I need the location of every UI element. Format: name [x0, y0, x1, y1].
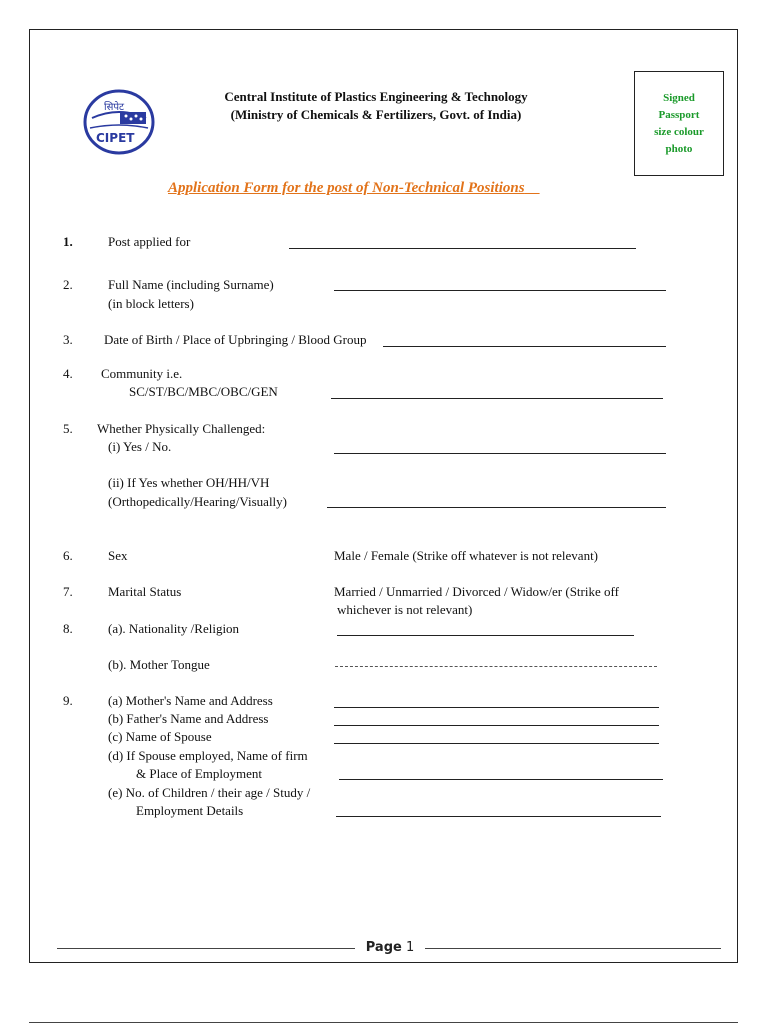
photo-box-text: Signed Passport size colour photo [654, 91, 704, 155]
spouse-name-field[interactable] [334, 743, 659, 744]
footer-rule-right [425, 948, 721, 949]
item-2-number: 2. [63, 277, 73, 292]
community-sublabel: SC/ST/BC/MBC/OBC/GEN [129, 384, 278, 399]
page-label: Page [365, 940, 402, 955]
item-1-number: 1. [63, 234, 73, 249]
mother-name-label: (a) Mother's Name and Address [108, 693, 273, 708]
physically-challenged-yes-no-label: (i) Yes / No. [108, 439, 172, 454]
children-field[interactable] [336, 816, 661, 817]
post-applied-field[interactable] [289, 248, 636, 249]
nationality-label: (a). Nationality /Religion [108, 621, 240, 636]
ministry-name: (Ministry of Chemicals & Fertilizers, Govt. of India) [230, 107, 522, 122]
marital-status-options: Married / Unmarried / Divorced / Widow/er (Strike off [334, 584, 619, 599]
dob-field[interactable] [383, 346, 666, 347]
mother-tongue-field[interactable] [335, 666, 657, 667]
institute-name: Central Institute of Plastics Engineering & Technology [224, 89, 528, 104]
item-3-number: 3. [63, 332, 73, 347]
full-name-field[interactable] [334, 290, 666, 291]
community-label: Community i.e. [101, 366, 183, 381]
item-6-number: 6. [63, 548, 73, 563]
item-8-number: 8. [63, 621, 73, 636]
physically-challenged-label: Whether Physically Challenged: [97, 421, 266, 436]
logo-hindi-text: सिपेट [104, 102, 125, 113]
marital-status-label: Marital Status [108, 584, 182, 599]
item-7-number: 7. [63, 584, 73, 599]
logo-text: CIPET [96, 131, 135, 145]
footer-rule-left [57, 948, 355, 949]
bottom-divider [29, 1022, 738, 1023]
mother-name-field[interactable] [334, 707, 659, 708]
spouse-employment-label: (d) If Spouse employed, Name of firm [108, 748, 308, 763]
spouse-employment-field[interactable] [339, 779, 663, 780]
children-sublabel: Employment Details [136, 803, 244, 818]
page-indicator [355, 940, 425, 955]
dob-label: Date of Birth / Place of Upbringing / Blood Group [104, 332, 367, 347]
children-label: (e) No. of Children / their age / Study / [108, 785, 311, 800]
form-title: Application Form for the post of Non-Technical Positions [168, 180, 525, 196]
community-field[interactable] [331, 398, 663, 399]
page-number: 1 [405, 940, 415, 955]
spouse-employment-sublabel: & Place of Employment [136, 766, 263, 781]
photo-box [634, 71, 724, 176]
item-5-number: 5. [63, 421, 73, 436]
father-name-label: (b) Father's Name and Address [108, 711, 269, 726]
full-name-sublabel: (in block letters) [108, 296, 194, 311]
nationality-field[interactable] [337, 635, 634, 636]
item-4-number: 4. [63, 366, 73, 381]
item-9-number: 9. [63, 693, 73, 708]
disability-type-sublabel: (Orthopedically/Hearing/Visually) [108, 494, 287, 509]
full-name-label: Full Name (including Surname) [108, 277, 274, 292]
cipet-logo [82, 88, 156, 156]
physically-challenged-field[interactable] [334, 453, 666, 454]
disability-type-field[interactable] [327, 507, 666, 508]
marital-status-note: whichever is not relevant) [337, 602, 473, 617]
father-name-field[interactable] [334, 725, 659, 726]
mother-tongue-label: (b). Mother Tongue [108, 657, 210, 672]
disability-type-label: (ii) If Yes whether OH/HH/VH [108, 475, 270, 490]
spouse-name-label: (c) Name of Spouse [108, 729, 212, 744]
post-applied-label: Post applied for [108, 234, 191, 249]
sex-options: Male / Female (Strike off whatever is not relevant) [334, 548, 599, 563]
sex-label: Sex [108, 548, 128, 563]
